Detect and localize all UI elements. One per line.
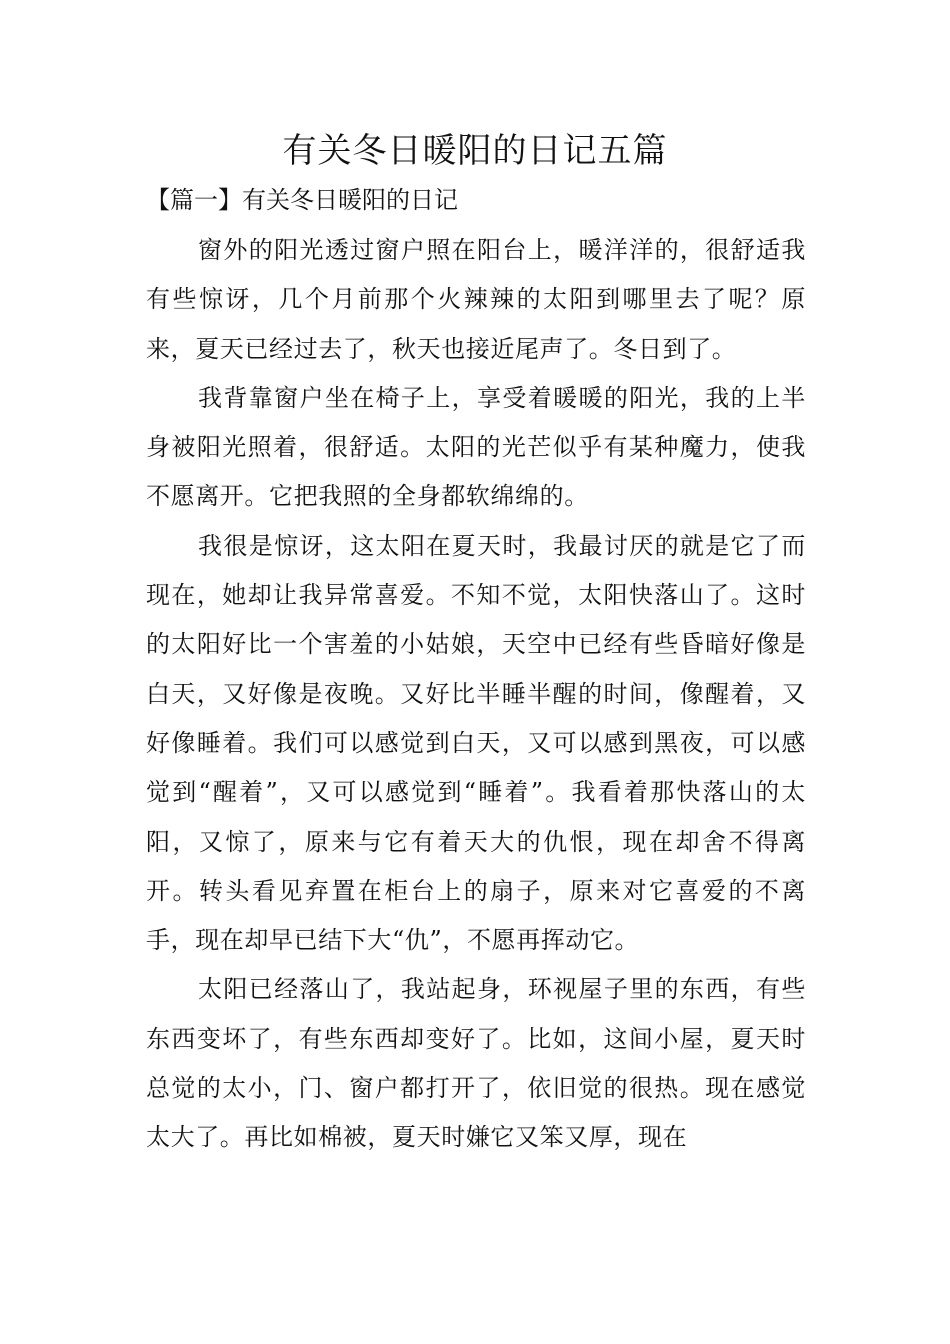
paragraph: 我很是惊讶，这太阳在夏天时，我最讨厌的就是它了而现在，她却让我异常喜爱。不知不觉，太阳快落山了。这时的太阳好比一个害羞的小姑娘，天空中已经有些昏暗好像是白天，又好像是夜晚。又好比半睡半醒的时间，像醒着，又好像睡着。我们可以感觉到白天，又可以感到黑夜，可以感觉到“醒着”，又可以感觉到“睡着”。我看着那快落山的太阳，又惊了，原来与它有着天大的仇恨，现在却舍不得离开。转头看见弃置在柜台上的扇子，原来对它喜爱的不离手，现在却早已结下大“仇”，不愿再挥动它。 [146, 531, 806, 955]
section-heading: 【篇一】有关冬日暖阳的日记 [146, 186, 458, 214]
paragraph: 我背靠窗户坐在椅子上，享受着暖暖的阳光，我的上半身被阳光照着，很舒适。太阳的光芒似乎有某种魔力，使我不愿离开。它把我照的全身都软绵绵的。 [146, 383, 806, 511]
document-body [146, 226, 806, 1163]
paragraph: 窗外的阳光透过窗户照在阳台上，暖洋洋的，很舒适我有些惊讶，几个月前那个火辣辣的太阳到哪里去了呢？原来，夏天已经过去了，秋天也接近尾声了。冬日到了。 [146, 236, 806, 363]
paragraph: 太阳已经落山了，我站起身，环视屋子里的东西，有些东西变坏了，有些东西却变好了。比如，这间小屋，夏天时总觉的太小，门、窗户都打开了，依旧觉的很热。现在感觉太大了。再比如棉被，夏天时嫌它又笨又厚，现在 [146, 975, 806, 1152]
document-title: 有关冬日暖阳的日记五篇 [282, 131, 668, 171]
